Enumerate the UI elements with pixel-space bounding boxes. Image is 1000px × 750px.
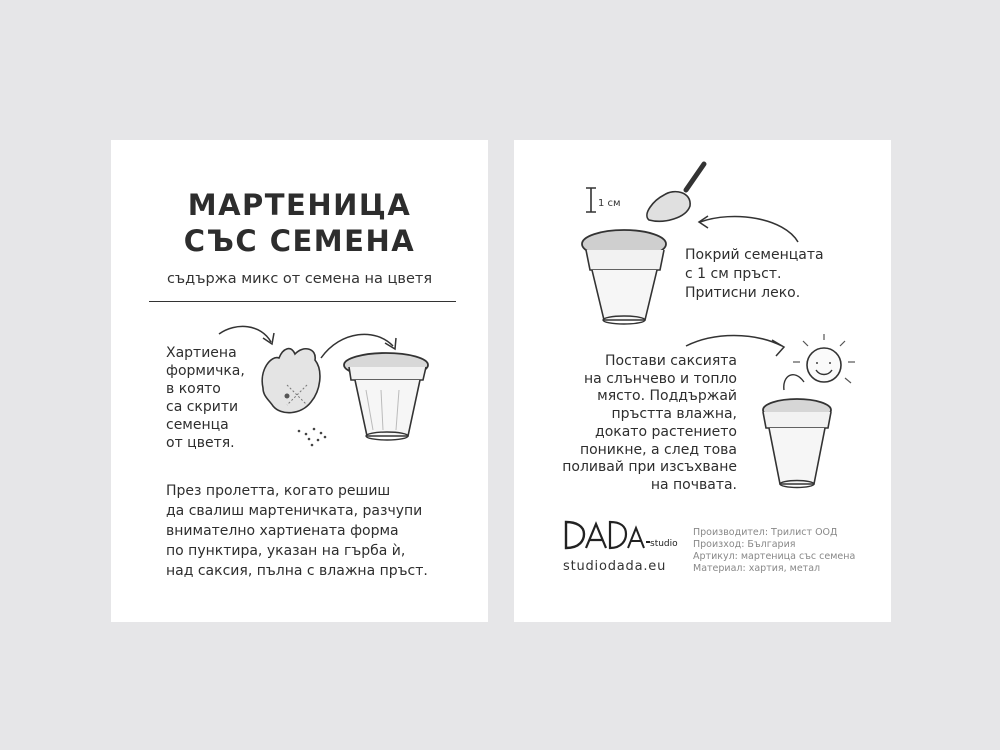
instruction-line: внимателно хартиената форма xyxy=(166,523,399,539)
info-line: Произход: България xyxy=(693,539,796,550)
info-line: Производител: Трилист ООД xyxy=(693,527,838,538)
info-line: Материал: хартия, метал xyxy=(693,563,821,574)
step-line: Постави саксията xyxy=(604,353,737,369)
caption-line: формичка, xyxy=(166,363,245,379)
title-line-1: МАРТЕНИЦА xyxy=(187,188,412,222)
step-line: поникне, а след това xyxy=(579,441,737,458)
caption-line: Хартиена xyxy=(166,345,237,361)
caption-line: семенца xyxy=(166,417,229,433)
right-card xyxy=(514,140,891,622)
step-line: на почвата. xyxy=(650,476,737,493)
depth-label: 1 см xyxy=(598,198,621,209)
step-line: Притисни леко. xyxy=(685,285,801,301)
step-line: на слънчево и топло xyxy=(584,370,737,387)
instruction-line: да свалиш мартеничката, разчупи xyxy=(166,503,423,519)
left-card xyxy=(111,140,488,622)
step-1-text xyxy=(685,246,824,303)
instructions xyxy=(166,481,428,581)
step-line: пръстта влажна, xyxy=(611,406,737,423)
subtitle: съдържа микс от семена на цветя xyxy=(166,271,433,287)
studio-dada-logo xyxy=(562,518,682,554)
instruction-line: по пунктира, указан на гърба ѝ, xyxy=(166,543,406,559)
step-line: Покрий семенцата xyxy=(685,247,824,263)
caption-line: от цветя. xyxy=(166,435,235,451)
title-line-2: СЪС СЕМЕНА xyxy=(183,224,416,258)
product-info xyxy=(693,527,855,575)
svg-text:studio: studio xyxy=(650,539,678,549)
instruction-line: През пролетта, когато решиш xyxy=(166,483,391,499)
step-line: с 1 см пръст. xyxy=(685,266,782,282)
step-line: докато растението xyxy=(595,423,737,440)
website-url: studiodada.eu xyxy=(563,559,667,574)
info-line: Артикул: мартеница със семена xyxy=(693,551,856,562)
caption-line: в която xyxy=(166,381,221,397)
instruction-line: над саксия, пълна с влажна пръст. xyxy=(166,563,428,579)
step-line: място. Поддържай xyxy=(597,388,737,405)
step-2-text xyxy=(554,353,737,495)
caption-line: са скрити xyxy=(166,399,239,415)
step-line: поливай при изсъхване xyxy=(562,459,737,476)
